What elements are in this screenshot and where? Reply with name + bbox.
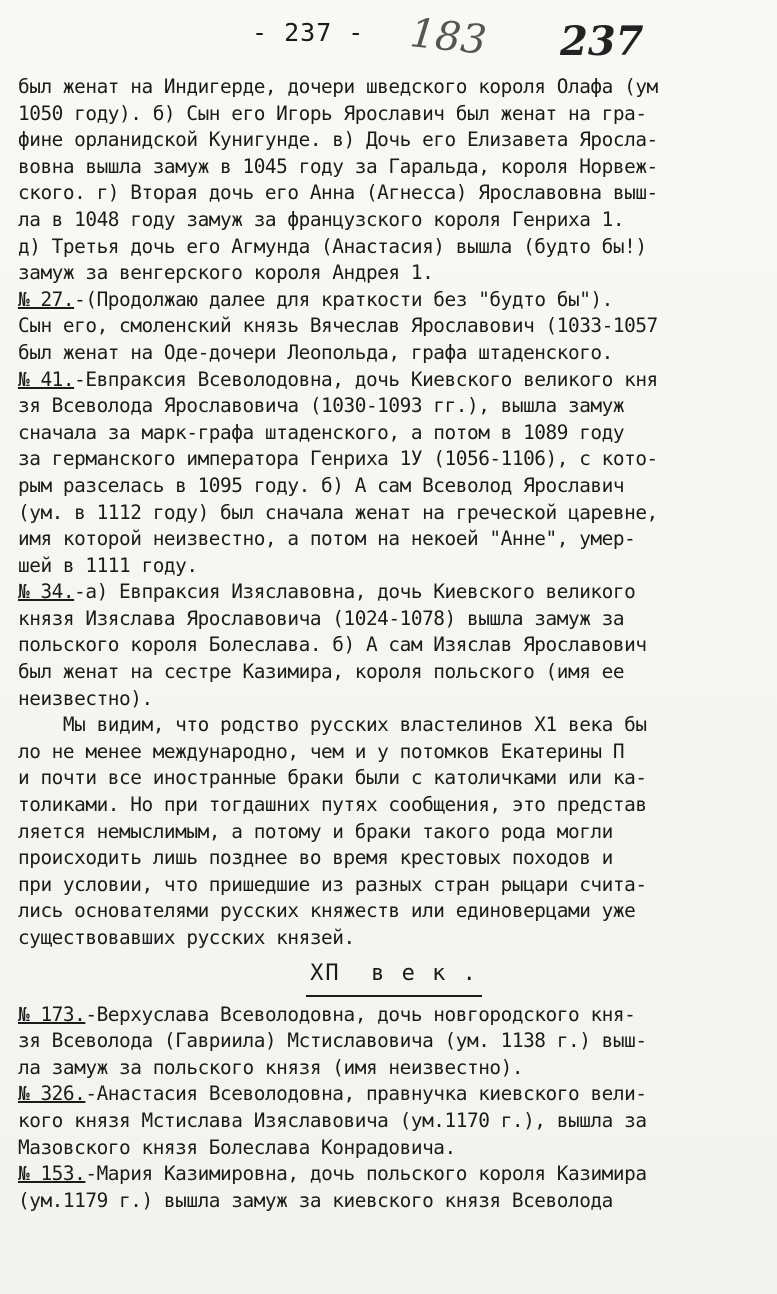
entry-first-line xyxy=(18,579,770,606)
entry-326 xyxy=(18,1081,770,1161)
text-line: вовна вышла замуж в 1045 году за Гаральда, короля Норвеж- xyxy=(18,154,658,178)
entry-text: -(Продолжаю далее для краткости без "будто бы"). xyxy=(74,287,613,311)
entry-text: -а) Евпраксия Изяславовна, дочь Киевского великого xyxy=(74,580,636,604)
text-line: князя Изяслава Ярославовича (1024-1078) вышла замуж за xyxy=(18,606,625,630)
text-line: ского. г) Вторая дочь его Анна (Агнесса) Ярославовна выш- xyxy=(18,181,658,205)
text-line: польского короля Болеслава. б) А сам Изяслав Ярославович xyxy=(18,633,647,657)
text-line: 1050 году). б) Сын его Игорь Ярославич был женат на гра- xyxy=(18,101,647,125)
entry-ref: № 153. xyxy=(18,1162,86,1186)
section-heading-text: ХП в е к . xyxy=(306,957,482,997)
entry-text: -Анастасия Всеволодовна, правнучка киевского вели- xyxy=(85,1082,647,1106)
text-line: ло не менее международно, чем и у потомков Екатерины П xyxy=(18,739,625,763)
entry-text: -Верхуслава Всеволодовна, дочь новгородского кня- xyxy=(85,1002,636,1026)
entry-ref: № 27. xyxy=(18,287,75,311)
text-line: ла замуж за польского князя (имя неизвестно). xyxy=(18,1055,524,1079)
entry-ref: № 326. xyxy=(18,1082,86,1106)
page-header xyxy=(0,12,777,76)
text-line: шей в 1111 году. xyxy=(18,553,198,577)
text-line: сначала за марк-графа штаденского, а потом в 1089 году xyxy=(18,420,625,444)
text-line: был женат на Оде-дочери Леопольда, графа штаденского. xyxy=(18,340,613,364)
entry-153 xyxy=(18,1161,770,1214)
entry-34 xyxy=(18,579,770,712)
text-line: Сын его, смоленский князь Вячеслав Ярославович (1033-1057 xyxy=(18,314,658,338)
text-line: ла в 1048 году замуж за французского короля Генриха 1. xyxy=(18,207,625,231)
page-number: - 237 - xyxy=(252,18,365,47)
text-line: Мы видим, что родство русских властелинов Х1 века бы xyxy=(18,713,647,737)
entry-173 xyxy=(18,1002,770,1082)
section-heading xyxy=(18,956,770,1002)
text-line: происходить лишь позднее во время крестовых походов и xyxy=(18,846,613,870)
text-line: фине орланидской Кунигунде. в) Дочь его Елизавета Яросла- xyxy=(18,128,658,152)
paragraph-conclusion xyxy=(18,712,770,951)
handwritten-archive-number: 183 xyxy=(407,10,489,64)
text-line: рым разселась в 1095 году. б) А сам Всеволод Ярославич xyxy=(18,473,625,497)
handwritten-page-number: 237 xyxy=(560,18,644,65)
text-line: толиками. Но при тогдашних путях сообщения, это представ xyxy=(18,793,647,817)
text-line: за германского императора Генриха 1У (1056-1106), с кото- xyxy=(18,447,658,471)
text-line: и почти все иностранные браки были с католичками или ка- xyxy=(18,766,647,790)
text-line: ляется немыслимым, а потому и браки такого рода могли xyxy=(18,819,613,843)
text-line: (ум.1179 г.) вышла замуж за киевского князя Всеволода xyxy=(18,1188,613,1212)
text-line: (ум. в 1112 году) был сначала женат на греческой царевне, xyxy=(18,500,658,524)
entry-first-line xyxy=(18,1002,770,1029)
entry-41 xyxy=(18,367,770,580)
paragraph-continued xyxy=(18,74,770,287)
text-line: лись основателями русских княжеств или единоверцами уже xyxy=(18,899,636,923)
entry-text: -Мария Казимировна, дочь польского короля Казимира xyxy=(85,1162,647,1186)
text-line: имя которой неизвестно, а потом на некоей "Анне", умер- xyxy=(18,527,636,551)
text-line: существовавших русских князей. xyxy=(18,926,355,949)
text-line: при условии, что пришедшие из разных стран рыцари счита- xyxy=(18,872,647,896)
entry-27 xyxy=(18,287,770,367)
text-line: зя Всеволода Ярославовича (1030-1093 гг.), вышла замуж xyxy=(18,394,625,418)
entry-ref: № 34. xyxy=(18,580,75,604)
text-line: кого князя Мстислава Изяславовича (ум.1170 г.), вышла за xyxy=(18,1108,647,1132)
entry-first-line xyxy=(18,367,770,394)
entry-first-line xyxy=(18,1081,770,1108)
text-line: был женат на сестре Казимира, короля польского (имя ее xyxy=(18,660,625,684)
entry-ref: № 173. xyxy=(18,1002,86,1026)
document-body xyxy=(18,74,770,1214)
entry-first-line xyxy=(18,1161,770,1188)
entry-first-line xyxy=(18,287,770,314)
text-line: зя Всеволода (Гавриила) Мстиславовича (ум. 1138 г.) выш- xyxy=(18,1029,647,1053)
entry-text: -Евпраксия Всеволодовна, дочь Киевского великого кня xyxy=(74,367,658,391)
text-line: замуж за венгерского короля Андрея 1. xyxy=(18,261,434,285)
text-line: д) Третья дочь его Агмунда (Анастасия) вышла (будто бы!) xyxy=(18,234,647,258)
entry-ref: № 41. xyxy=(18,367,75,391)
text-line: был женат на Индигерде, дочери шведского короля Олафа (ум xyxy=(18,75,658,98)
text-line: Мазовского князя Болеслава Конрадовича. xyxy=(18,1135,456,1159)
text-line: неизвестно). xyxy=(18,686,153,710)
